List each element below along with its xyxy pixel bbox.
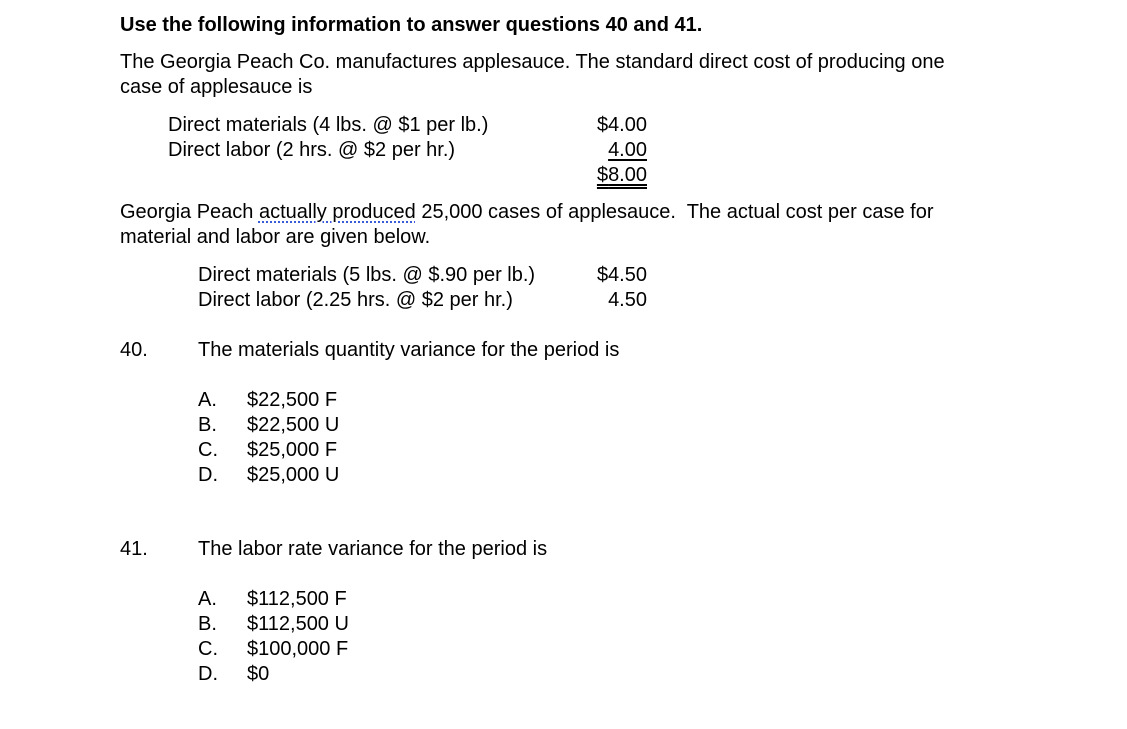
instructions-heading: Use the following information to answer questions 40 and 41. xyxy=(120,14,703,36)
option-value: $25,000 U xyxy=(247,464,340,486)
standard-total-value xyxy=(597,164,647,186)
actual-intro-suffix: 25,000 cases of applesauce. The actual cost per case for xyxy=(415,201,934,223)
standard-labor-label: Direct labor (2 hrs. @ $2 per hr.) xyxy=(168,139,456,161)
grammar-flagged-phrase: actually produced xyxy=(258,201,416,223)
option-value: $0 xyxy=(247,663,270,685)
option-letter: D. xyxy=(198,663,218,685)
actual-materials-amount: $4.50 xyxy=(596,264,647,286)
actual-labor-amount: 4.50 xyxy=(608,289,647,311)
standard-total-symbol: $ xyxy=(596,164,609,186)
option-letter: C. xyxy=(198,439,218,461)
standard-labor-amount xyxy=(560,138,647,163)
option-letter: B. xyxy=(198,613,217,635)
actual-intro-line-1 xyxy=(120,200,934,225)
option-letter: A. xyxy=(198,588,217,610)
standard-materials-label: Direct materials (4 lbs. @ $1 per lb.) xyxy=(168,114,489,136)
standard-total-amount xyxy=(560,163,647,188)
question-text: The materials quantity variance for the period is xyxy=(198,339,620,361)
standard-materials-amount: $4.00 xyxy=(596,114,647,136)
option-letter: B. xyxy=(198,414,217,436)
option-letter: A. xyxy=(198,389,217,411)
actual-intro-prefix: Georgia Peach xyxy=(120,201,259,223)
actual-labor-label: Direct labor (2.25 hrs. @ $2 per hr.) xyxy=(198,289,513,311)
actual-materials-label: Direct materials (5 lbs. @ $.90 per lb.) xyxy=(198,264,536,286)
standard-total-number: 8.00 xyxy=(608,164,647,186)
option-letter: D. xyxy=(198,464,218,486)
option-value: $112,500 F xyxy=(247,588,347,610)
option-value: $25,000 F xyxy=(247,439,338,461)
question-text: The labor rate variance for the period is xyxy=(198,538,548,560)
question-number: 40. xyxy=(120,339,148,361)
option-value: $22,500 F xyxy=(247,389,338,411)
intro-line-1: The Georgia Peach Co. manufactures applesauce. The standard direct cost of producing one xyxy=(120,51,945,73)
option-letter: C. xyxy=(198,638,218,660)
option-value: $100,000 F xyxy=(247,638,349,660)
option-value: $22,500 U xyxy=(247,414,340,436)
standard-labor-amount-value: 4.00 xyxy=(608,139,647,161)
option-value: $112,500 U xyxy=(247,613,349,635)
question-number: 41. xyxy=(120,538,148,560)
intro-line-2: case of applesauce is xyxy=(120,76,313,98)
actual-intro-line-2: material and labor are given below. xyxy=(120,226,431,248)
